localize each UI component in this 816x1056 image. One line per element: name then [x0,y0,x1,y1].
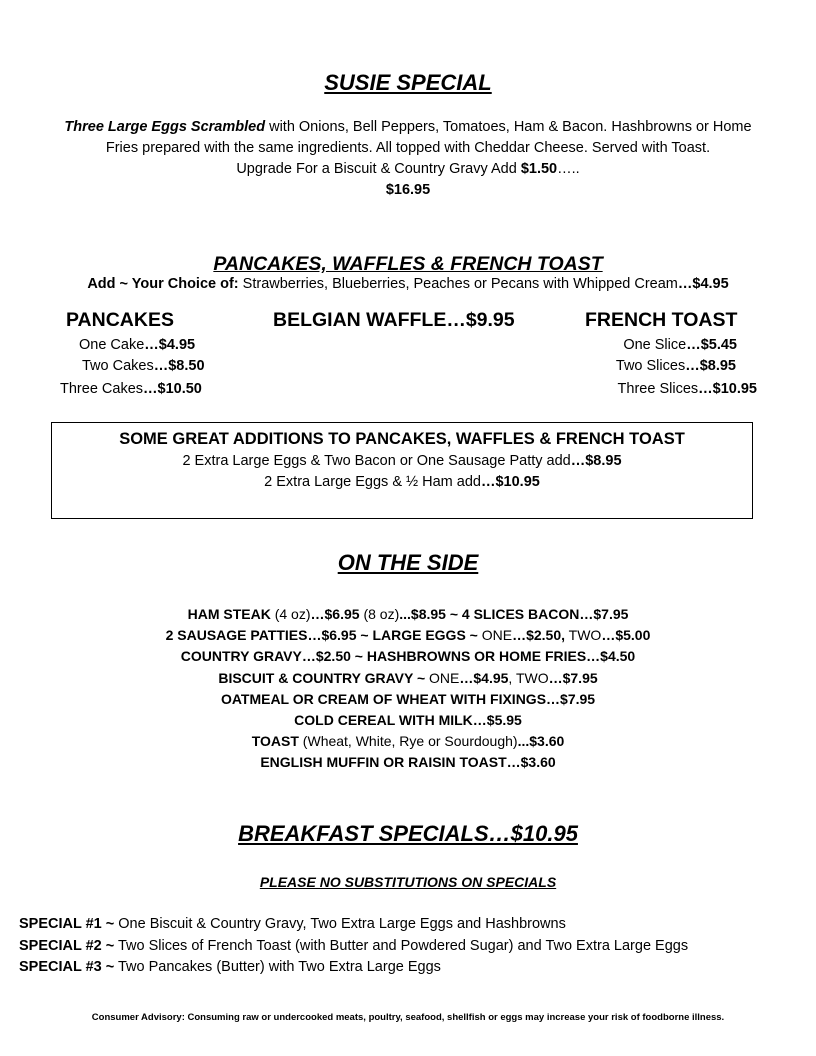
susie-price: $16.95 [385,182,431,198]
special-label: SPECIAL #3 ~ [19,959,115,975]
susie-desc-rest: with Onions, Bell Peppers, Tomatoes, Ham & Bacon. Hashbrowns or Home [265,119,752,135]
susie-desc-line2: Fries prepared with the same ingredients. All topped with Cheddar Cheese. Served with Toast. [105,140,711,156]
addition-item [52,451,752,472]
item-name: Three Slices [617,381,699,397]
additions-box [51,422,753,519]
side-item-segment: TOAST [251,733,299,750]
side-item-segment: (Wheat, White, Rye or Sourdough) [298,733,518,750]
side-item-segment: …$5.00 [601,627,651,644]
side-item-line [0,710,816,731]
special-item [19,914,688,936]
upgrade-text: Upgrade For a Biscuit & Country Gravy Add [236,161,521,177]
special-item [19,936,688,958]
upgrade-dots: ….. [557,161,580,177]
special-text: One Biscuit & Country Gravy, Two Extra Large Eggs and Hashbrowns [114,916,566,932]
side-item-segment: …$6.95 [310,606,360,622]
side-item-segment: (4 oz) [270,606,311,622]
french-toast-item [623,335,737,356]
side-item-segment: TWO [565,627,602,644]
pancakes-section-title: PANCAKES, WAFFLES & FRENCH TOAST [213,253,603,275]
pancakes-heading: PANCAKES [66,309,174,331]
item-name: Three Cakes [60,381,144,397]
addition-price: …$8.95 [570,453,622,469]
side-item-segment: …$4.95 [459,669,509,686]
no-substitutions-note: PLEASE NO SUBSTITUTIONS ON SPECIALS [259,874,557,890]
consumer-advisory: Consumer Advisory: Consuming raw or undercooked meats, poultry, seafood, shellfish or eggs may increase your risk of foodborne illness. [91,1012,725,1023]
item-price: …$8.50 [153,358,205,374]
side-item-segment: ...$3.60 [517,733,565,750]
side-item-segment: ENGLISH MUFFIN OR RAISIN TOAST…$3.60 [260,754,556,771]
item-price: …$10.95 [698,381,757,397]
side-item-segment: HAM STEAK [187,606,271,622]
addition-price: …$10.95 [480,474,540,490]
side-item-segment: , TWO [508,669,549,686]
french-toast-item [618,379,757,400]
additions-title: SOME GREAT ADDITIONS TO PANCAKES, WAFFLES & FRENCH TOAST [119,430,685,448]
addition-item [52,472,752,493]
item-price: …$8.95 [685,358,736,374]
special-label: SPECIAL #2 ~ [19,937,115,954]
addon-price: …$4.95 [677,276,729,292]
side-item-segment: (8 oz) [359,606,400,622]
side-item-segment: …$7.95 [548,669,598,686]
item-price: …$5.45 [686,337,737,353]
susie-desc-line1 [0,117,816,138]
side-item-line [0,668,816,689]
upgrade-price: $1.50 [520,161,558,177]
special-label: SPECIAL #1 ~ [19,916,115,932]
susie-desc-lead: Three Large Eggs Scrambled [64,119,266,135]
side-item-line [0,625,816,646]
addon-text: Strawberries, Blueberries, Peaches or Pecans with Whipped Cream [238,276,678,292]
side-item-segment: BISCUIT & COUNTRY GRAVY ~ [218,669,430,686]
addon-label: Add ~ Your Choice of: [87,276,239,292]
side-item-segment: 2 SAUSAGE PATTIES…$6.95 ~ LARGE EGGS ~ [165,627,482,644]
side-item-segment: COUNTRY GRAVY…$2.50 ~ HASHBROWNS OR HOME FRIES…$4.50 [180,648,636,665]
susie-special-title: SUSIE SPECIAL [324,70,492,95]
belgian-waffle-heading: BELGIAN WAFFLE…$9.95 [273,309,515,331]
addition-text: 2 Extra Large Eggs & ½ Ham add [264,474,481,490]
side-item-segment: COLD CEREAL WITH MILK…$5.95 [294,712,522,729]
item-name: Two Cakes [82,358,154,374]
special-text: Two Pancakes (Butter) with Two Extra Large Eggs [114,959,441,975]
breakfast-specials-title: BREAKFAST SPECIALS…$10.95 [238,821,578,846]
side-item-segment: ONE [481,627,513,644]
item-name: One Slice [623,337,687,353]
side-item-segment: ONE [429,669,460,686]
special-text: Two Slices of French Toast (with Butter and Powdered Sugar) and Two Extra Large Eggs [114,937,689,954]
side-item-segment: OATMEAL OR CREAM OF WHEAT WITH FIXINGS…$7.95 [220,690,596,707]
item-name: Two Slices [615,358,686,374]
pancake-item [82,356,205,377]
item-price: …$10.50 [143,381,202,397]
side-item-line [0,752,816,773]
special-item [19,957,688,979]
susie-description [0,117,816,201]
side-item-line [0,731,816,752]
pancake-item [60,379,202,400]
side-item-segment: ...$8.95 ~ 4 SLICES BACON…$7.95 [399,606,629,622]
specials-list [19,914,688,979]
french-toast-item [616,356,736,377]
susie-upgrade-line [0,159,816,180]
item-name: One Cake [79,337,145,353]
item-price: …$4.95 [144,337,196,353]
french-toast-heading: FRENCH TOAST [585,309,738,331]
addon-line [0,274,816,295]
side-items-list [0,604,816,774]
on-the-side-title: ON THE SIDE [337,550,479,575]
side-item-line [0,604,816,625]
addition-text: 2 Extra Large Eggs & Two Bacon or One Sausage Patty add [182,453,571,469]
side-item-line [0,646,816,667]
side-item-segment: …$2.50, [512,627,566,644]
pancake-item [79,335,195,356]
side-item-line [0,689,816,710]
